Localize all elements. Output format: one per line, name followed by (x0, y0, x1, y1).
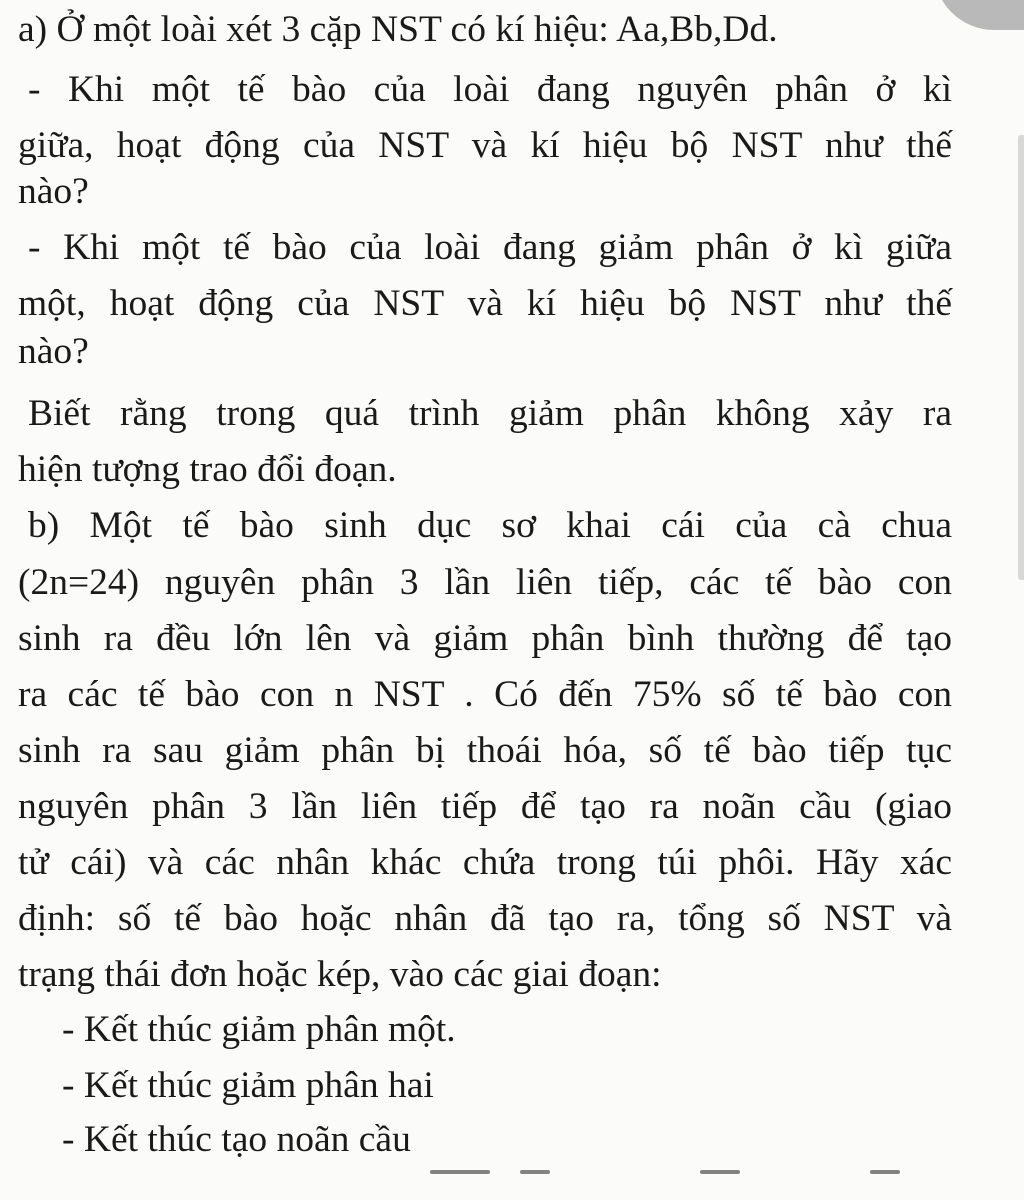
part-a-intro: a) Ở một loài xét 3 cặp NST có kí hiệu: Aa,Bb,Dd. (18, 9, 778, 50)
part-a-note-line-1: Biết rằng trong quá trình giảm phân không xảy ra (28, 393, 952, 434)
part-b-item-2: - Kết thúc giảm phân hai (62, 1065, 434, 1106)
cut-off-next-line (0, 1170, 1024, 1200)
part-a-question-2-line-1: - Khi một tế bào của loài đang giảm phân ở kì giữa (28, 227, 952, 268)
part-a-question-2-line-3: nào? (18, 331, 89, 372)
part-b-line-6: nguyên phân 3 lần liên tiếp để tạo ra noãn cầu (giao (18, 786, 952, 827)
part-a-question-1-line-2: giữa, hoạt động của NST và kí hiệu bộ NST như thế (18, 125, 952, 166)
part-b-item-1: - Kết thúc giảm phân một. (62, 1009, 456, 1050)
part-b-item-3: - Kết thúc tạo noãn cầu (62, 1119, 411, 1160)
part-b-line-2: (2n=24) nguyên phân 3 lần liên tiếp, các tế bào con (18, 562, 952, 603)
part-b-line-9: trạng thái đơn hoặc kép, vào các giai đoạn: (18, 954, 662, 995)
part-b-line-3: sinh ra đều lớn lên và giảm phân bình thường để tạo (18, 618, 952, 659)
part-a-question-2-line-2: một, hoạt động của NST và kí hiệu bộ NST như thế (18, 283, 952, 324)
part-b-line-5: sinh ra sau giảm phân bị thoái hóa, số tế bào tiếp tục (18, 730, 952, 771)
part-b-line-7: tử cái) và các nhân khác chứa trong túi phôi. Hãy xác (18, 842, 952, 883)
part-a-question-1-line-3: nào? (18, 171, 89, 212)
part-b-line-4: ra các tế bào con n NST . Có đến 75% số tế bào con (18, 674, 952, 715)
part-a-note-line-2: hiện tượng trao đổi đoạn. (18, 449, 397, 490)
part-b-line-1: b) Một tế bào sinh dục sơ khai cái của cà chua (28, 505, 952, 546)
part-a-question-1-line-1: - Khi một tế bào của loài đang nguyên phân ở kì (28, 69, 952, 110)
part-b-line-8: định: số tế bào hoặc nhân đã tạo ra, tổng số NST và (18, 898, 952, 939)
page-edge-scroll-indicator (1018, 135, 1024, 580)
